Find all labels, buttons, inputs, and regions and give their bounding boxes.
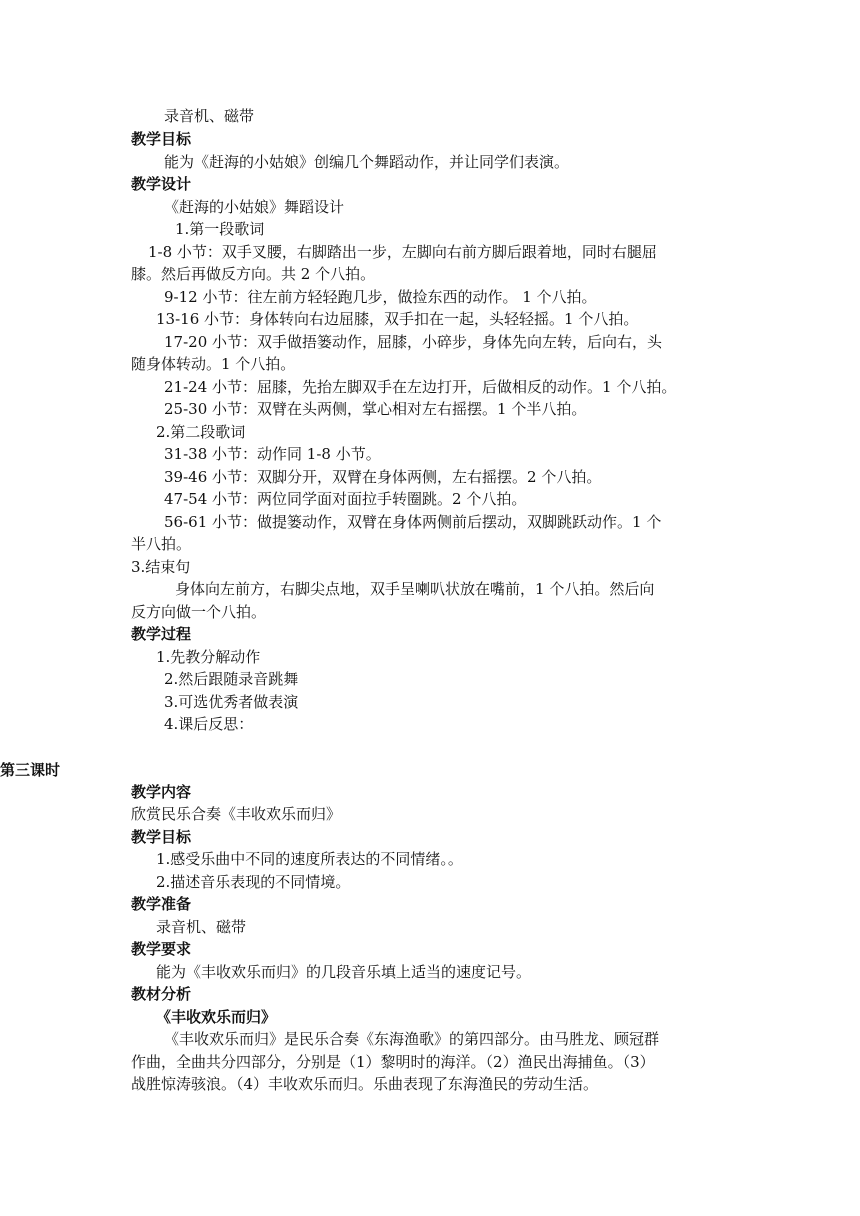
text-line: 56-61 小节：做提篓动作，双臂在身体两侧前后摆动，双脚跳跃动作。1 个 (164, 513, 662, 531)
lesson-title: 第三课时 (0, 761, 61, 779)
text-line: 膝。然后再做反方向。共 2 个八拍。 (131, 265, 376, 283)
text-line: 身体向左前方，右脚尖点地，双手呈喇叭状放在嘴前，1 个八拍。然后向 (175, 580, 655, 598)
text-line: 能为《丰收欢乐而归》的几段音乐填上适当的速度记号。 (156, 963, 532, 981)
text-line: 《丰收欢乐而归》是民乐合奏《东海渔歌》的第四部分。由马胜龙、顾冠群 (164, 1030, 660, 1048)
text-line: 随身体转动。1 个八拍。 (131, 355, 296, 373)
text-line: 作曲，全曲共分四部分，分别是（1）黎明时的海洋。（2）渔民出海捕鱼。（3） (131, 1053, 655, 1071)
section-heading: 教学设计 (131, 175, 192, 193)
text-line: 17-20 小节：双手做捂篓动作，屈膝，小碎步，身体先向左转，后向右，头 (164, 333, 663, 351)
section-heading: 教学内容 (131, 783, 192, 801)
text-line: 2.第二段歌词 (156, 423, 246, 441)
text-line: 半八拍。 (131, 535, 192, 553)
section-heading: 教材分析 (131, 985, 192, 1003)
text-line: 4.课后反思： (164, 715, 254, 733)
text-line: 1-8 小节：双手叉腰，右脚踏出一步，左脚向右前方脚后跟着地，同时右腿屈 (148, 243, 657, 261)
text-line: 2.描述音乐表现的不同情境。 (156, 873, 351, 891)
section-heading: 教学目标 (131, 828, 192, 846)
text-line: 能为《赶海的小姑娘》创编几个舞蹈动作，并让同学们表演。 (164, 153, 570, 171)
text-line: 反方向做一个八拍。 (131, 603, 267, 621)
text-line: 1.先教分解动作 (156, 648, 261, 666)
text-line: 录音机、磁带 (156, 918, 247, 936)
section-heading: 教学过程 (131, 625, 192, 643)
text-line: 39-46 小节：双脚分开，双臂在身体两侧，左右摇摆。2 个八拍。 (164, 468, 602, 486)
text-line: 3.可选优秀者做表演 (164, 693, 299, 711)
text-line: 欣赏民乐合奏《丰收欢乐而归》 (131, 805, 342, 823)
text-line: 13-16 小节：身体转向右边屈膝，双手扣在一起，头轻轻摇。1 个八拍。 (156, 310, 639, 328)
text-line: 战胜惊涛骇浪。（4）丰收欢乐而归。乐曲表现了东海渔民的劳动生活。 (131, 1075, 599, 1093)
text-line: 2.然后跟随录音跳舞 (164, 670, 299, 688)
text-line: 1.感受乐曲中不同的速度所表达的不同情绪。。 (156, 850, 463, 868)
text-line: 31-38 小节：动作同 1-8 小节。 (164, 445, 381, 463)
text-line: 录音机、磁带 (164, 107, 255, 125)
section-heading: 教学准备 (131, 895, 192, 913)
text-line: 25-30 小节：双臂在头两侧，掌心相对左右摇摆。1 个半八拍。 (164, 400, 587, 418)
text-line: 47-54 小节：两位同学面对面拉手转圈跳。2 个八拍。 (164, 490, 527, 508)
section-subheading: 《丰收欢乐而归》 (156, 1008, 277, 1026)
text-line: 9-12 小节：往左前方轻轻跑几步，做捡东西的动作。 1 个八拍。 (164, 288, 597, 306)
text-line: 3.结束句 (131, 558, 191, 576)
section-heading: 教学要求 (131, 940, 192, 958)
text-line: 1.第一段歌词 (175, 220, 265, 238)
section-heading: 教学目标 (131, 130, 192, 148)
text-line: 《赶海的小姑娘》舞蹈设计 (164, 198, 345, 216)
text-line: 21-24 小节：屈膝，先抬左脚双手在左边打开，后做相反的动作。1 个八拍。 (164, 378, 677, 396)
